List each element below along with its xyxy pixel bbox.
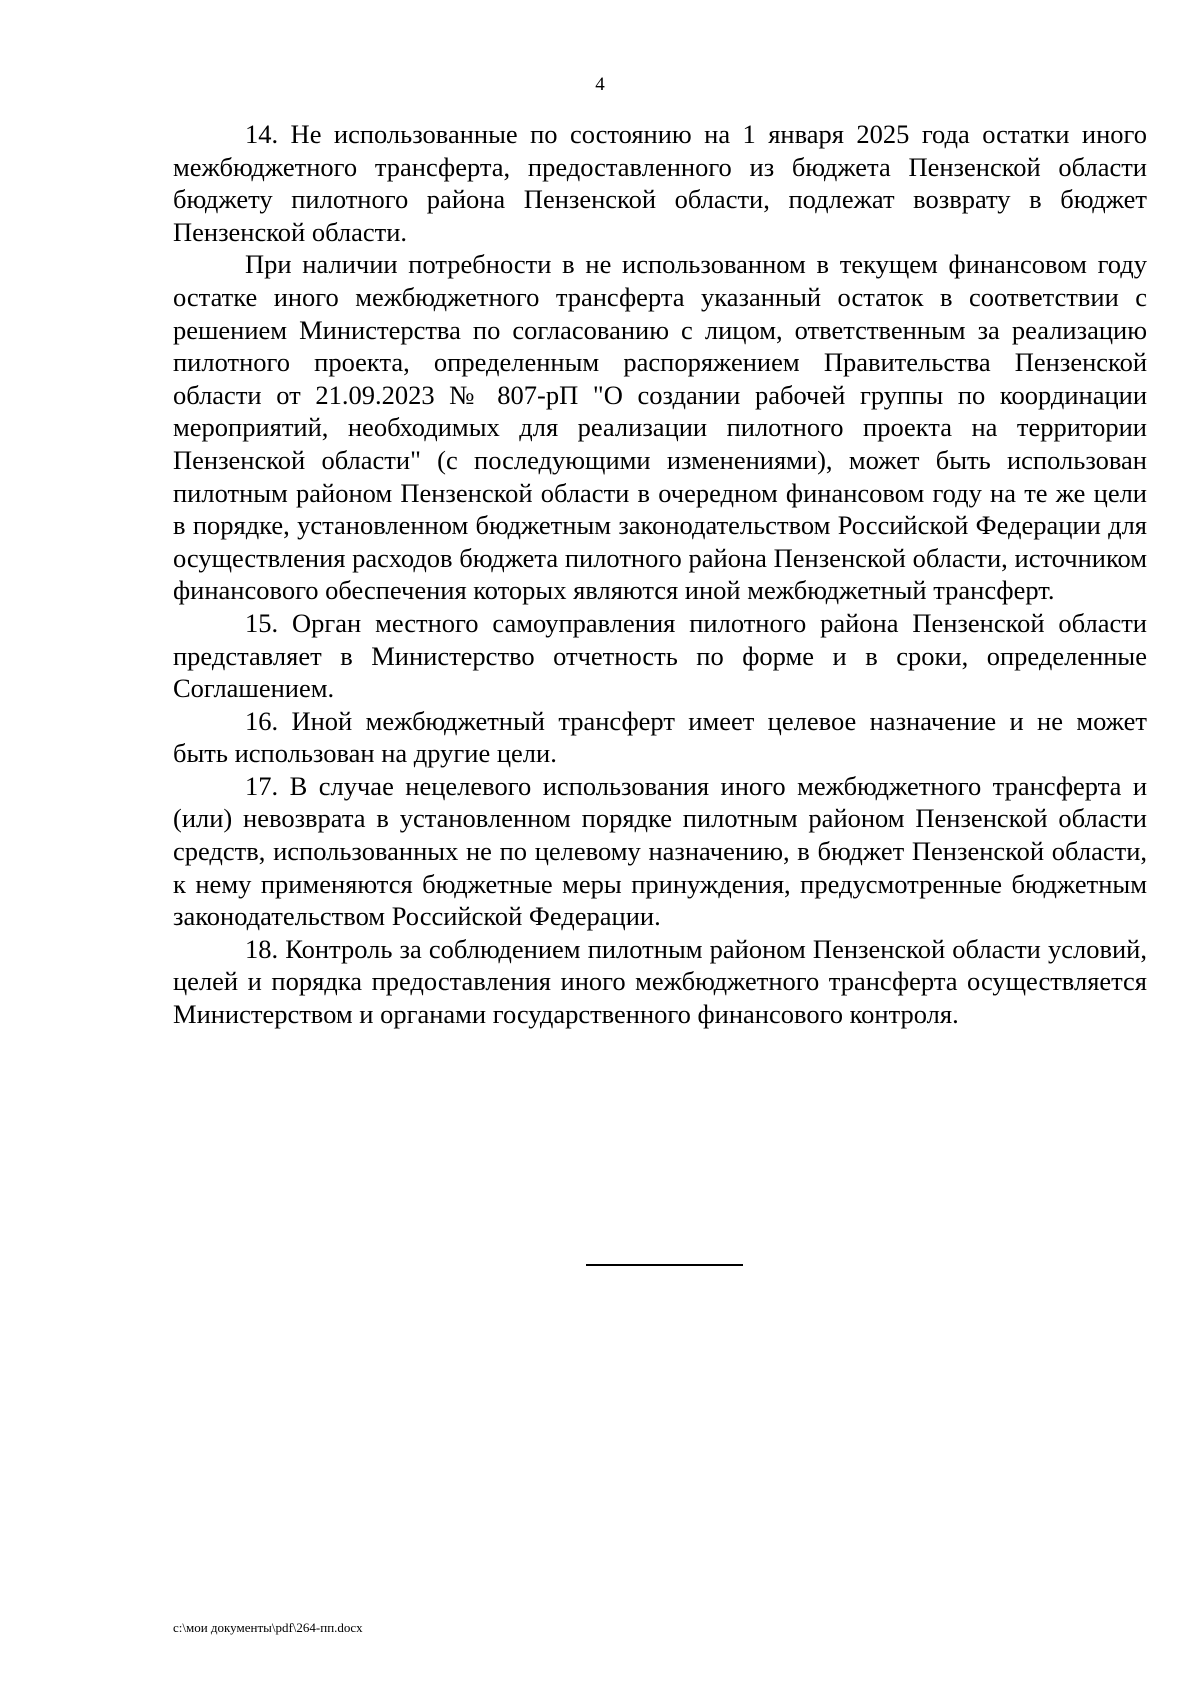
document-body	[173, 118, 1147, 1031]
paragraph-16: 16. Иной межбюджетный трансферт имеет целевое назначение и не может быть использован на другие цели.	[173, 705, 1147, 769]
paragraph-14: 14. Не использованные по состоянию на 1 января 2025 года остатки иного межбюджетного трансферта, предоставленного из бюджета Пензенской области бюджету пилотного района Пензенской области, подлежат возврату в бюджет Пензенской области.	[173, 119, 1147, 247]
footer-file-path: c:\мои документы\pdf\264-пп.docx	[173, 1620, 363, 1635]
page-number: 4	[595, 74, 605, 95]
paragraph-15: 15. Орган местного самоуправления пилотного района Пензенской области представляет в Министерство отчетность по форме и в сроки, определенные Соглашением.	[173, 607, 1147, 704]
paragraph-18: 18. Контроль за соблюдением пилотным районом Пензенской области условий, целей и порядка предоставления иного межбюджетного трансферта осуществляется Министерством и органами государственного финансового контроля.	[173, 933, 1147, 1030]
paragraph-14-continuation: При наличии потребности в не использованном в текущем финансовом году остатке иного межбюджетного трансферта указанный остаток в соответствии с решением Министерства по согласованию с лицом, ответственным за реализацию пилотного проекта, определенным распоряжением Правительства Пензенской области от 21.09.2023 № 807-рП "О создании рабочей группы по координации мероприятий, необходимых для реализации пилотного проекта на территории Пензенской области" (с последующими изменениями), может быть использован пилотным районом Пензенской области в очередном финансовом году на те же цели в порядке, установленном бюджетным законодательством Российской Федерации для осуществления расходов бюджета пилотного района Пензенской области, источником финансового обеспечения которых являются иной межбюджетный трансферт.	[173, 249, 1147, 606]
end-separator-line	[586, 1264, 743, 1266]
paragraph-17: 17. В случае нецелевого использования иного межбюджетного трансферта и (или) невозврата в установленном порядке пилотным районом Пензенской области средств, использованных не по целевому назначению, в бюджет Пензенской области, к нему применяются бюджетные меры принуждения, предусмотренные бюджетным законодательством Российской Федерации.	[173, 770, 1147, 932]
